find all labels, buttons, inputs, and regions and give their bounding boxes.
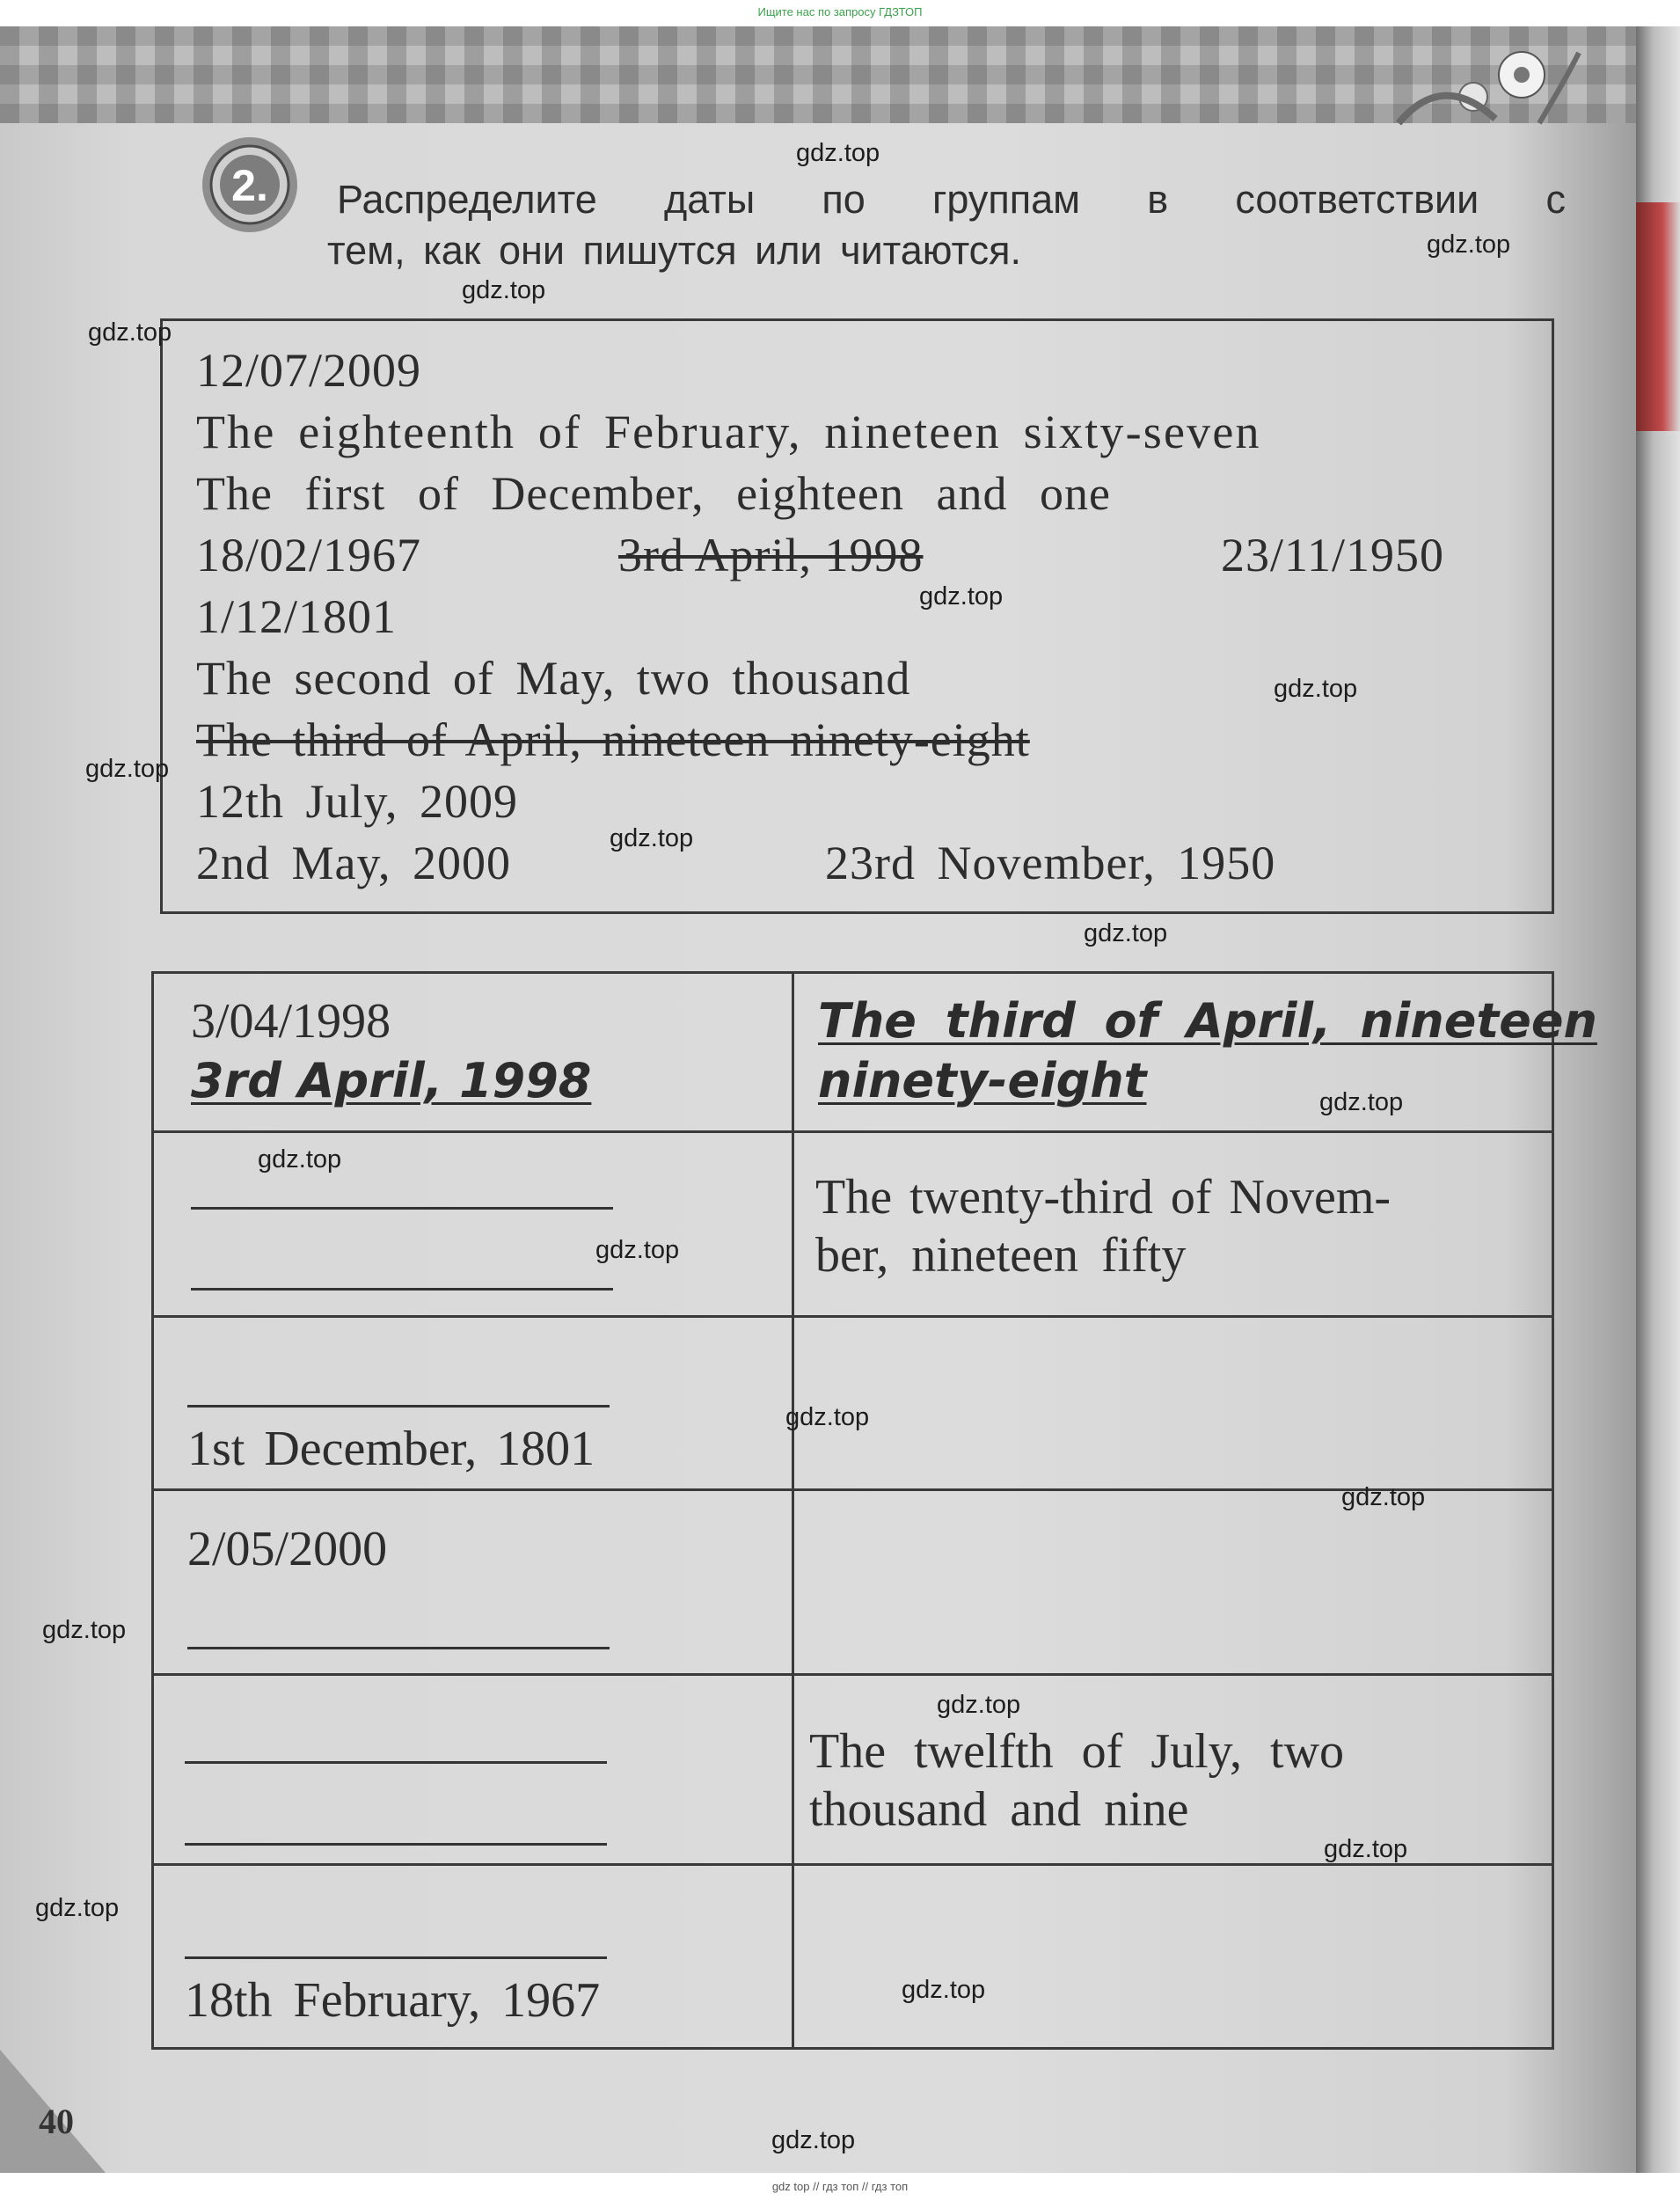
date-line: 18/02/1967: [196, 529, 422, 581]
watermark: gdz.top: [35, 1894, 120, 1922]
date-line: 23/11/1950: [1221, 529, 1445, 581]
page-edge: [1636, 26, 1680, 2173]
table-cell: The twelfth of July, two: [809, 1724, 1345, 1779]
page-number: 40: [39, 2102, 74, 2141]
exercise-number: 2.: [231, 161, 268, 210]
date-line-struck: 3rd April, 1998: [618, 529, 924, 581]
answer-blank[interactable]: [187, 1405, 610, 1408]
answer-blank[interactable]: [185, 1956, 607, 1959]
dates-box: [160, 318, 1554, 914]
watermark: gdz.top: [1084, 919, 1168, 947]
watermark: gdz.top: [610, 824, 694, 852]
watermark: gdz.top: [1341, 1483, 1426, 1511]
watermark: gdz.top: [258, 1145, 342, 1174]
watermark: gdz.top: [1427, 230, 1511, 259]
table-cell: ber, nineteen fifty: [815, 1228, 1187, 1283]
watermark: gdz.top: [1319, 1088, 1404, 1116]
table-cell: 2/05/2000: [187, 1522, 388, 1576]
watermark: gdz.top: [595, 1236, 680, 1264]
answer-blank[interactable]: [191, 1207, 613, 1210]
footer-note: gdz top // гдз топ // гдз топ: [771, 2180, 909, 2193]
watermark: gdz.top: [919, 582, 1004, 611]
date-line: 1/12/1801: [196, 590, 398, 643]
watermark: gdz.top: [85, 755, 170, 783]
date-line: 2nd May, 2000: [196, 837, 511, 889]
header-note: Ищите нас по запросу ГДЗТОП: [757, 5, 923, 18]
date-line-struck: The third of April, nineteen ninety-eight: [196, 713, 1030, 766]
table-cell: thousand and nine: [809, 1782, 1189, 1837]
watermark: gdz.top: [771, 2126, 856, 2154]
table-cell: 1st December, 1801: [187, 1422, 595, 1476]
instruction-line-1: Распределите даты по группам в соответствии с: [337, 177, 1566, 222]
exercise-number-badge: [197, 132, 303, 238]
date-line: The first of December, eighteen and one: [196, 467, 1111, 520]
watermark: gdz.top: [785, 1403, 870, 1431]
watermark: gdz.top: [42, 1616, 127, 1644]
date-line: The second of May, two thousand: [196, 652, 911, 705]
handwritten-answer: The third of April, nineteen: [818, 993, 1597, 1049]
date-line: 23rd November, 1950: [825, 837, 1276, 889]
watermark: gdz.top: [1324, 1835, 1408, 1863]
watermark: gdz.top: [902, 1976, 986, 2004]
instruction-line-2: тем, как они пишутся или читаются.: [327, 228, 1022, 273]
table-cell: 3/04/1998: [191, 994, 391, 1049]
date-line: 12/07/2009: [196, 344, 422, 397]
watermark: gdz.top: [462, 276, 546, 304]
answer-blank[interactable]: [185, 1843, 607, 1846]
answer-blank[interactable]: [185, 1761, 607, 1764]
handwritten-answer: 3rd April, 1998: [191, 1053, 592, 1108]
date-line: The eighteenth of February, nineteen sixty-seven: [196, 406, 1261, 458]
handwritten-answer: ninety-eight: [818, 1053, 1147, 1108]
watermark: gdz.top: [937, 1691, 1021, 1719]
answer-blank[interactable]: [187, 1647, 610, 1649]
flower-decoration-icon: [1390, 35, 1583, 132]
watermark: gdz.top: [1274, 675, 1358, 703]
date-line: 12th July, 2009: [196, 775, 519, 828]
watermark: gdz.top: [88, 318, 172, 347]
table-cell: 18th February, 1967: [185, 1973, 601, 2028]
watermark: gdz.top: [796, 139, 880, 167]
table-cell: The twenty-third of Novem-: [815, 1170, 1391, 1225]
exercise-instruction: [327, 174, 1566, 276]
answer-blank[interactable]: [191, 1288, 613, 1291]
